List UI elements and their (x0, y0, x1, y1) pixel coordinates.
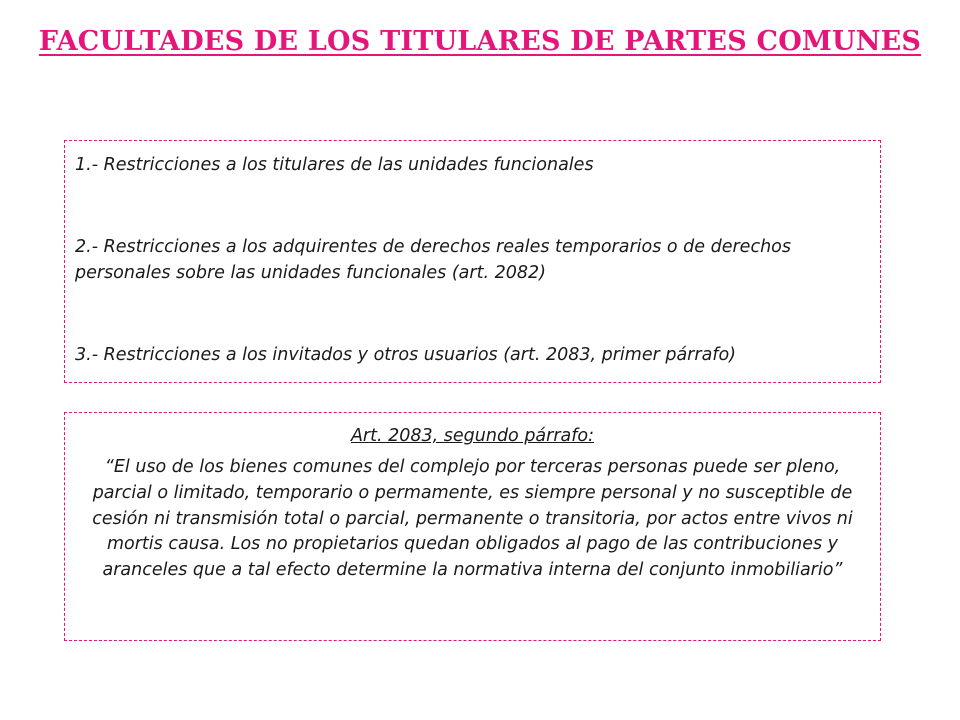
restriction-item-3: 3.- Restricciones a los invitados y otros usuarios (art. 2083, primer párrafo) (75, 345, 736, 365)
restriction-item-2: 2.- Restricciones a los adquirentes de derechos reales temporarios o de derechos personales sobre las unidades funcionales (art. 2082) (75, 237, 791, 283)
restrictions-box (64, 140, 881, 383)
article-quote: “El uso de los bienes comunes del complejo por terceras personas puede ser pleno, parcial o limitado, temporario o permamente, es siempre personal y no susceptible de cesión ni transmisión total o parcial, permanente o transitoria, por actos entre vivos ni mortis causa. Los no propietarios quedan obligados al pago de las contribuciones y aranceles que a tal efecto determine la normativa interna del conjunto inmobiliario” (92, 457, 853, 581)
article-box (64, 412, 881, 641)
page-title: FACULTADES DE LOS TITULARES DE PARTES COMUNES (38, 26, 922, 57)
restriction-item-1: 1.- Restricciones a los titulares de las unidades funcionales (75, 155, 594, 175)
article-heading: Art. 2083, segundo párrafo: (350, 426, 595, 446)
